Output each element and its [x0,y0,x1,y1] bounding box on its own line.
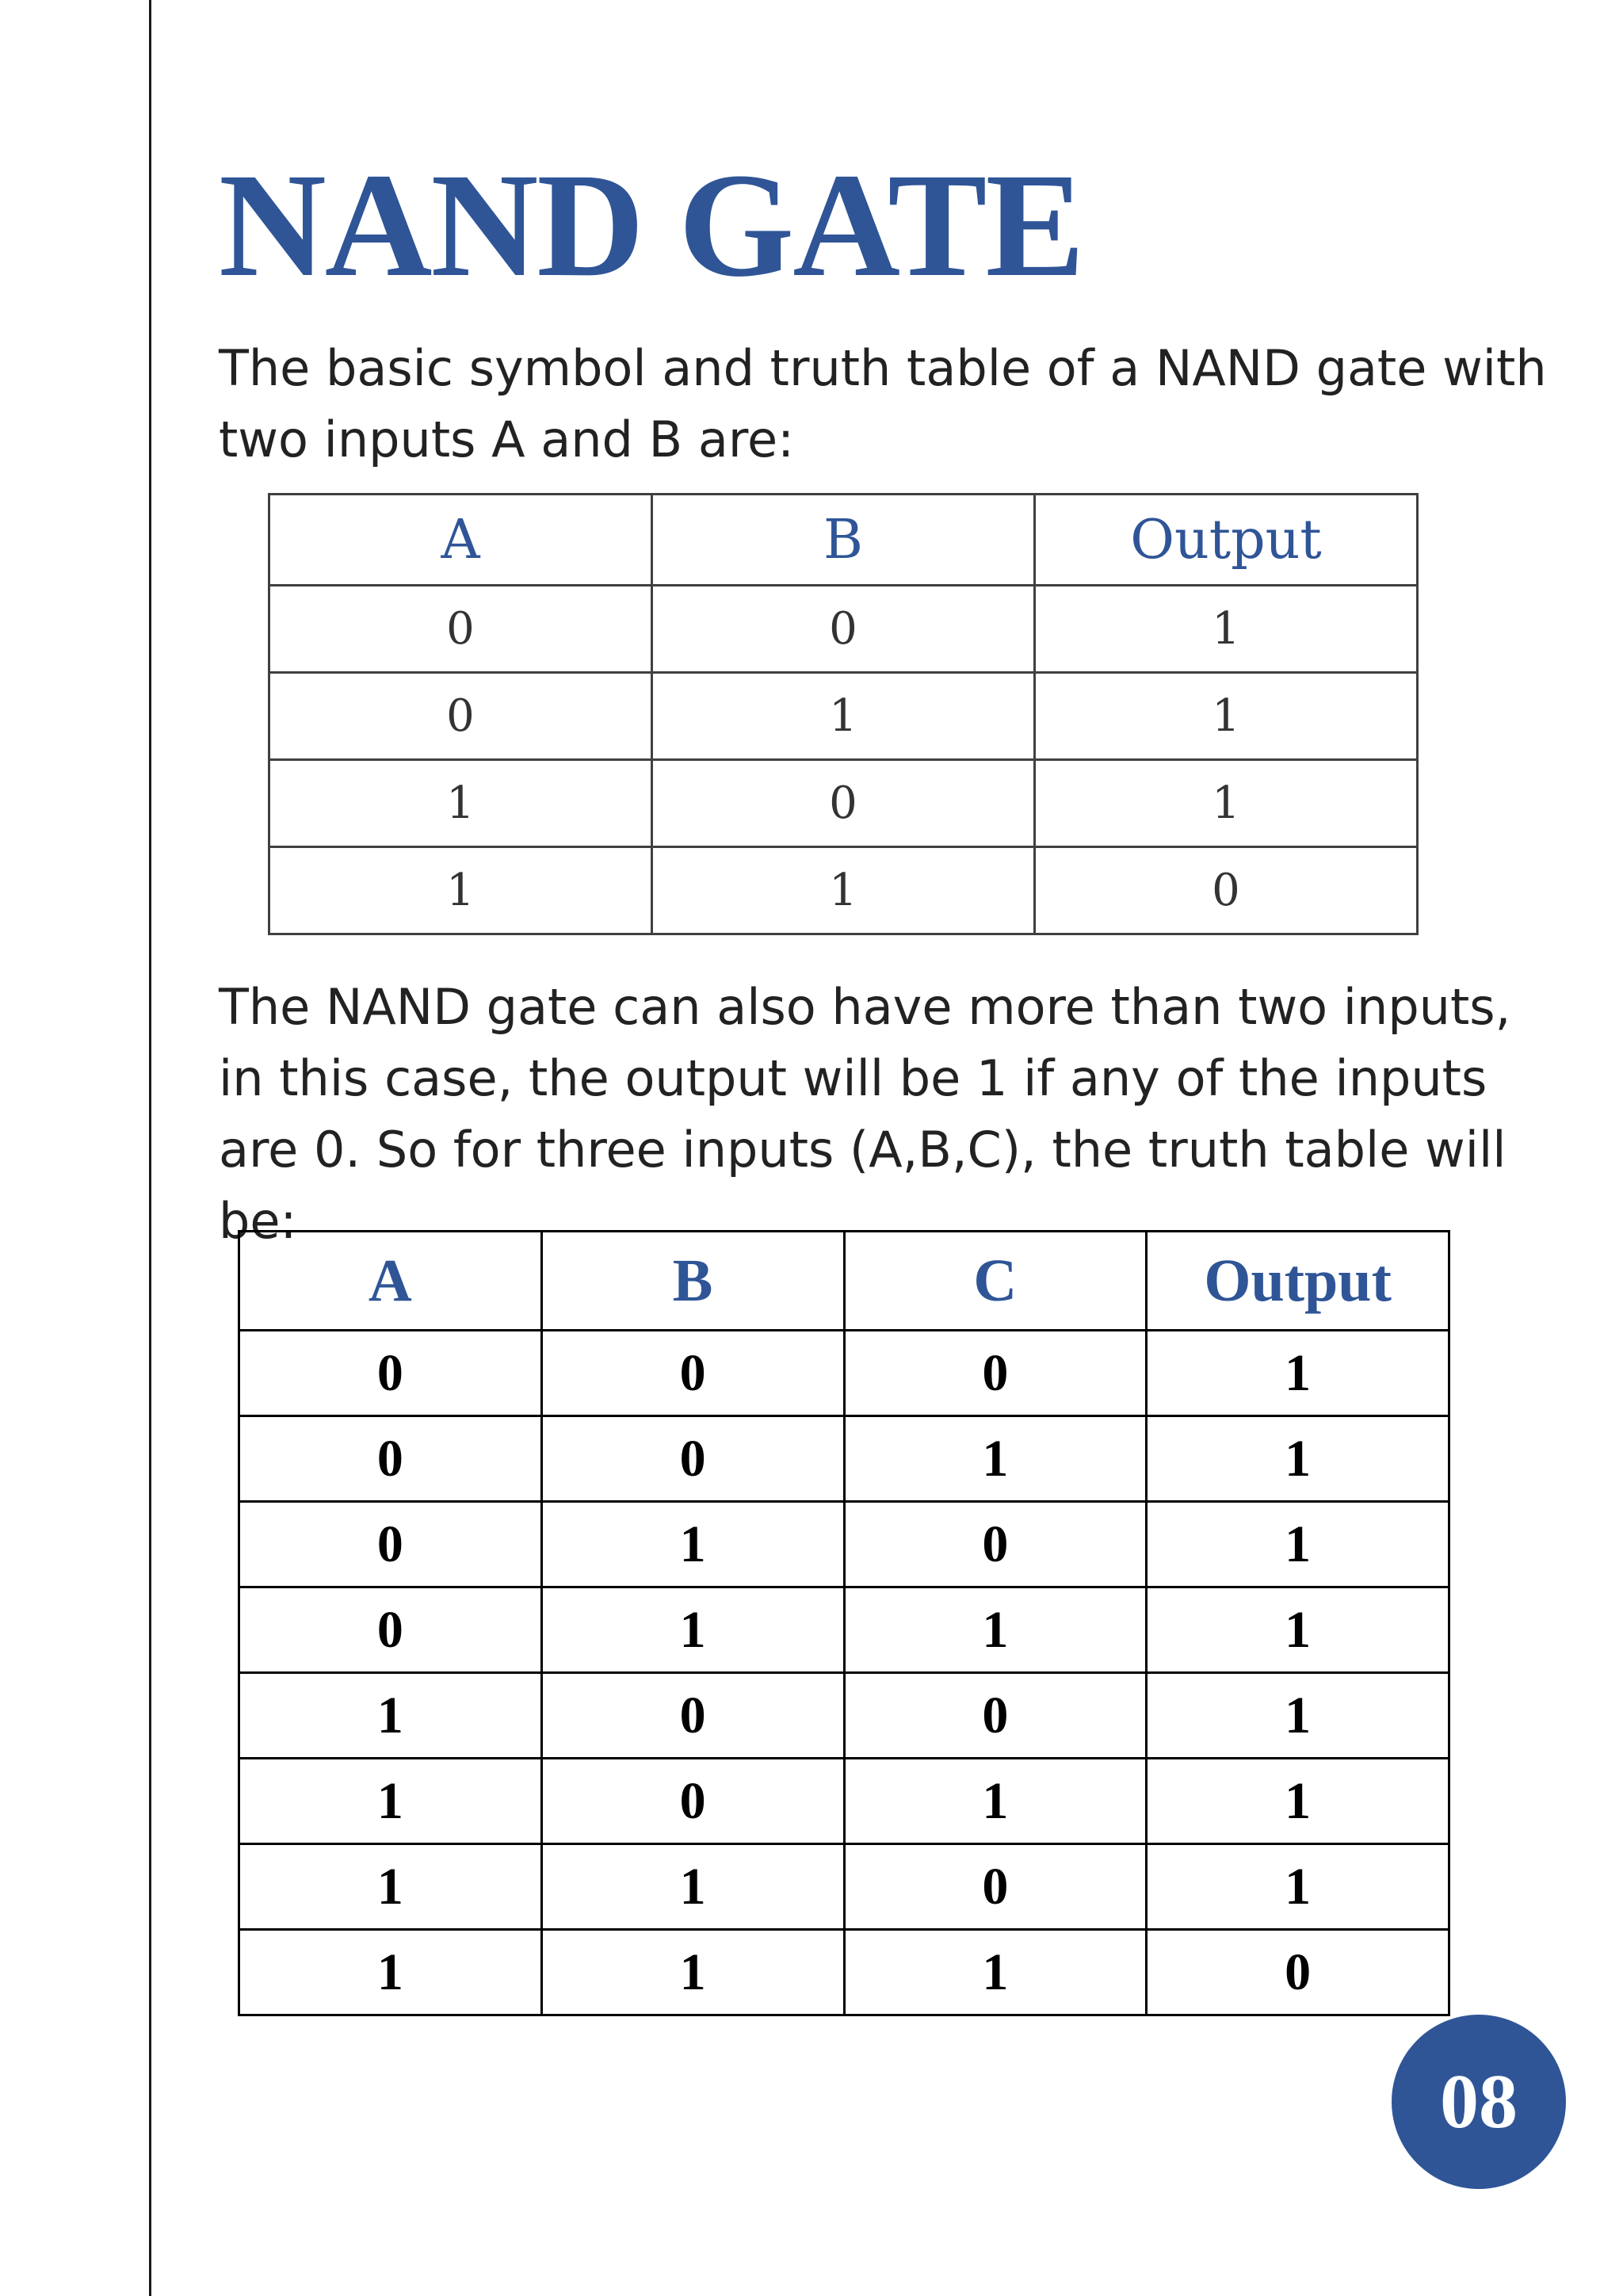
table-cell: 1 [269,760,652,847]
table-row [269,847,1418,934]
table-cell: 0 [239,1502,542,1587]
column-header-output: Output [1035,495,1418,586]
table-cell: 1 [652,673,1035,760]
table-cell: 1 [652,847,1035,934]
table-cell: 0 [1147,1930,1449,2015]
table-cell: 0 [239,1587,542,1673]
table-cell: 0 [541,1416,844,1502]
table-cell: 0 [239,1416,542,1502]
table-cell: 1 [1035,760,1418,847]
table-cell: 1 [1035,586,1418,673]
table-row [239,1759,1449,1844]
column-header-c: C [844,1232,1147,1331]
table-cell: 1 [1147,1587,1449,1673]
table-cell: 1 [844,1759,1147,1844]
more-inputs-paragraph: The NAND gate can also have more than two inputs, in this case, the output will be 1 if any of the inputs are 0. So for three inputs (A,B,C), the truth table will be: [219,978,1511,1250]
table-cell: 0 [844,1331,1147,1416]
table-row [239,1673,1449,1759]
table-row [239,1502,1449,1587]
table-cell: 0 [652,586,1035,673]
table-cell: 1 [239,1930,542,2015]
table-cell: 0 [652,760,1035,847]
table-cell: 1 [844,1930,1147,2015]
table-cell: 1 [844,1587,1147,1673]
table-cell: 1 [1147,1416,1449,1502]
table-row [239,1844,1449,1930]
truth-table-three-inputs [238,1230,1450,2016]
table-cell: 0 [844,1673,1147,1759]
column-header-b: B [541,1232,844,1331]
table-cell: 1 [1147,1331,1449,1416]
page-number-badge: 08 [1392,2015,1566,2189]
table-row [269,673,1418,760]
table-cell: 1 [541,1587,844,1673]
table-row [269,760,1418,847]
table-header-row [269,495,1418,586]
table-cell: 0 [541,1759,844,1844]
page-title: NAND GATE [219,142,1083,308]
table-cell: 1 [1147,1759,1449,1844]
table-cell: 0 [239,1331,542,1416]
column-header-a: A [239,1232,542,1331]
table-cell: 0 [541,1673,844,1759]
table-cell: 1 [239,1844,542,1930]
page-margin-line [149,0,151,2296]
table-cell: 1 [541,1930,844,2015]
table-cell: 0 [844,1844,1147,1930]
table-cell: 0 [844,1502,1147,1587]
table-cell: 1 [1147,1844,1449,1930]
table-row [239,1587,1449,1673]
truth-table-two-inputs [268,493,1419,935]
table-row [239,1331,1449,1416]
table-cell: 0 [541,1331,844,1416]
table-cell: 1 [239,1759,542,1844]
table-cell: 1 [239,1673,542,1759]
table-cell: 1 [1035,673,1418,760]
table-cell: 0 [1035,847,1418,934]
intro-paragraph: The basic symbol and truth table of a NAND gate with two inputs A and B are: [219,339,1547,468]
table-cell: 0 [269,586,652,673]
table-cell: 1 [844,1416,1147,1502]
table-row [239,1930,1449,2015]
table-cell: 1 [1147,1502,1449,1587]
column-header-output: Output [1147,1232,1449,1331]
table-row [239,1416,1449,1502]
table-row [269,586,1418,673]
table-cell: 1 [541,1844,844,1930]
table-cell: 1 [269,847,652,934]
table-cell: 0 [269,673,652,760]
column-header-b: B [652,495,1035,586]
column-header-a: A [269,495,652,586]
table-header-row [239,1232,1449,1331]
table-cell: 1 [541,1502,844,1587]
table-cell: 1 [1147,1673,1449,1759]
